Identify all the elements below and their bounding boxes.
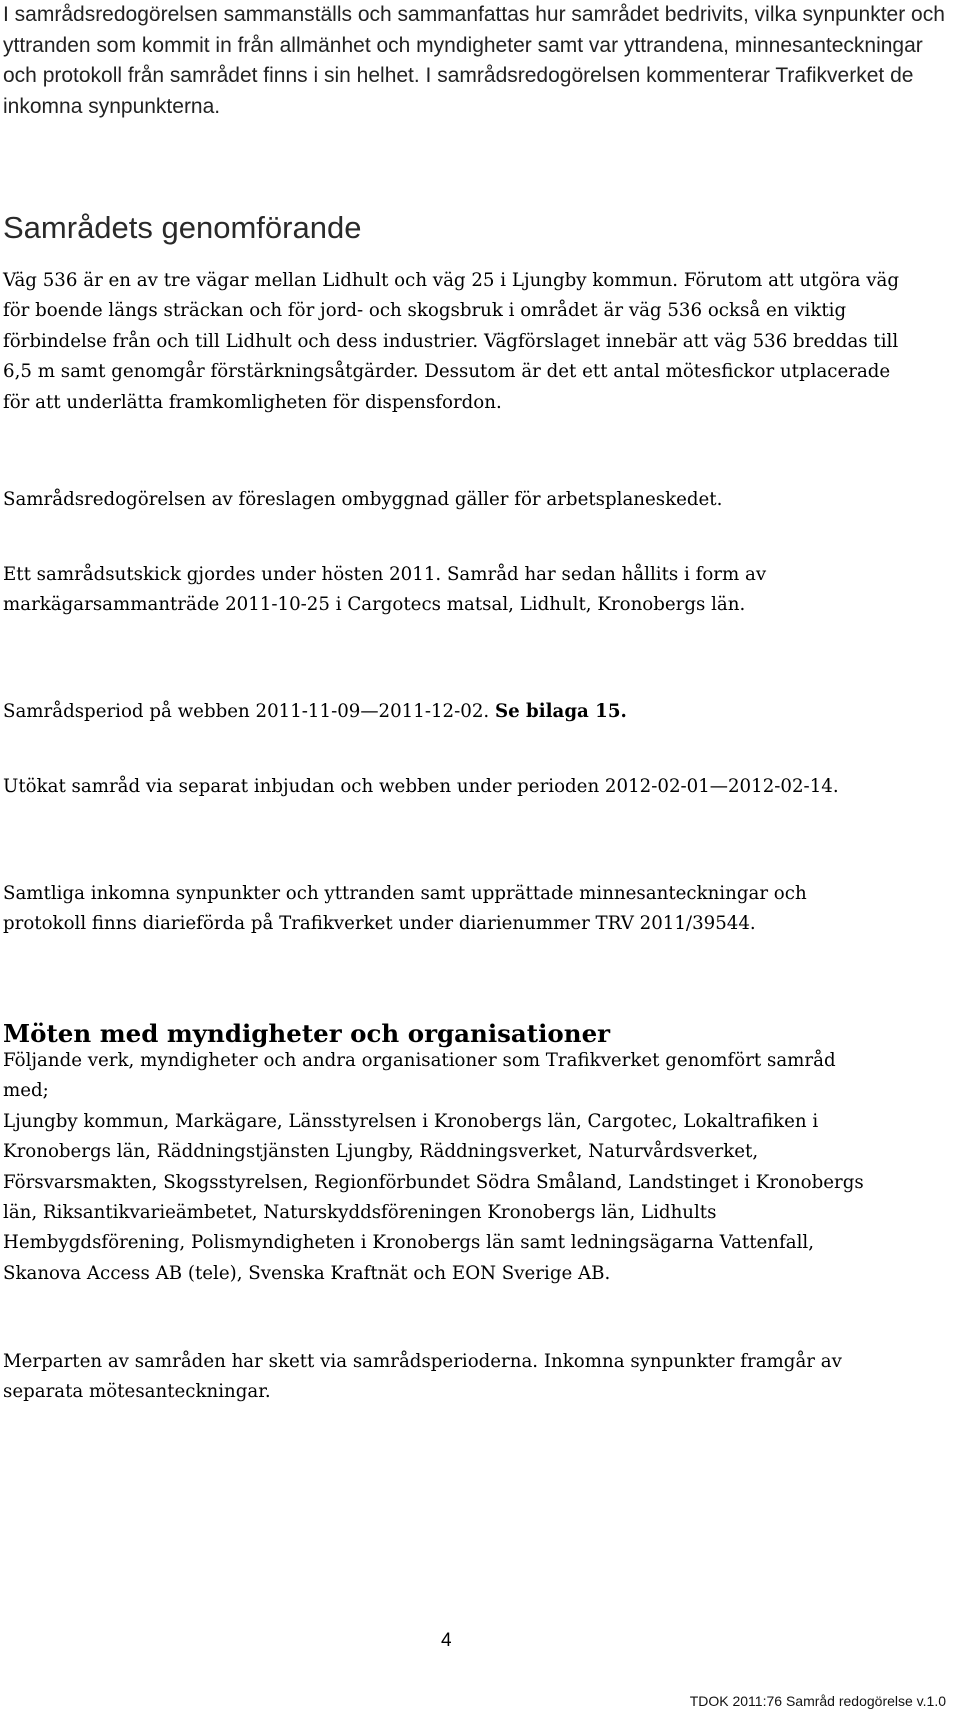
organisationer-list: Ljungby kommun, Markägare, Länsstyrelsen i Kronobergs län, Cargotec, Lokaltrafiken i Kronobergs län, Räddningstjänsten Ljungby, Räddningsverket, Naturvårdsverket, Försvarsmakten, Skogsstyrelsen, Regionförbundet Södra Småland, Landstinget i Kronobergs län, Riksantikvarieämbetet, Naturskyddsföreningen Kronobergs län, Lidhults Hembygdsförening, Polismyndigheten i Kronobergs län samt ledningsägarna Vattenfall, Skanova Access AB (tele), Svenska Kraftnät och EON Sverige AB. [3, 1110, 864, 1284]
section-heading-moten: Möten med myndigheter och organisationer [3, 1019, 611, 1048]
paragraph-vag-536: Väg 536 är en av tre vägar mellan Lidhult och väg 25 i Ljungby kommun. Förutom att utgöra väg för boende längs sträckan och för jord- och skogsbruk i området är väg 536 också en viktig förbindelse från och till Lidhult och dess industrier. Vägförslaget innebär att väg 536 breddas till 6,5 m samt genomgår förstärkningsåtgärder. Dessutom är det ett antal mötesfickor utplacerade för att underlätta framkomligheten för dispensfordon. [3, 270, 900, 413]
organisationer-intro: Följande verk, myndigheter och andra organisationer som Trafikverket genomfört samråd med; [3, 1050, 836, 1102]
bilaga-reference: Se bilaga 15. [494, 701, 627, 722]
paragraph-utokat-samrad: Utökat samråd via separat inbjudan och webben under perioden 2012-02-01—2012-02-14. [3, 776, 839, 797]
paragraph-merparten: Merparten av samråden har skett via samrådsperioderna. Inkomna synpunkter framgår av separata mötesanteckningar. [3, 1351, 842, 1403]
paragraph-samradsperiod [3, 697, 953, 727]
section-heading-genomforande: Samrådets genomförande [3, 210, 362, 245]
intro-paragraph: I samrådsredogörelsen sammanställs och sammanfattas hur samrådet bedrivits, vilka synpunkter och yttranden som kommit in från allmänhet och myndigheter samt var yttrandena, minnesanteckningar och protokoll från samrådet finns i sin helhet. I samrådsredogörelsen kommenterar Trafikverket de inkomna synpunkterna. [3, 3, 945, 118]
paragraph-diarienummer: Samtliga inkomna synpunkter och yttranden samt upprättade minnesanteckningar och protokoll finns diarieförda på Trafikverket under diarienummer TRV 2011/39544. [3, 883, 807, 935]
samradsperiod-text: Samrådsperiod på webben 2011-11-09—2011-12-02. [3, 701, 490, 722]
paragraph-samradsutskick: Ett samrådsutskick gjordes under hösten 2011. Samråd har sedan hållits i form av markägarsammanträde 2011-10-25 i Cargotecs matsal, Lidhult, Kronobergs län. [3, 564, 767, 616]
page-number: 4 [441, 1630, 452, 1651]
paragraph-arbetsplaneskedet: Samrådsredogörelsen av föreslagen ombyggnad gäller för arbetsplaneskedet. [3, 489, 723, 510]
footer-document-id: TDOK 2011:76 Samråd redogörelse v.1.0 [689, 1693, 946, 1709]
paragraph-organisationer [3, 1046, 883, 1289]
